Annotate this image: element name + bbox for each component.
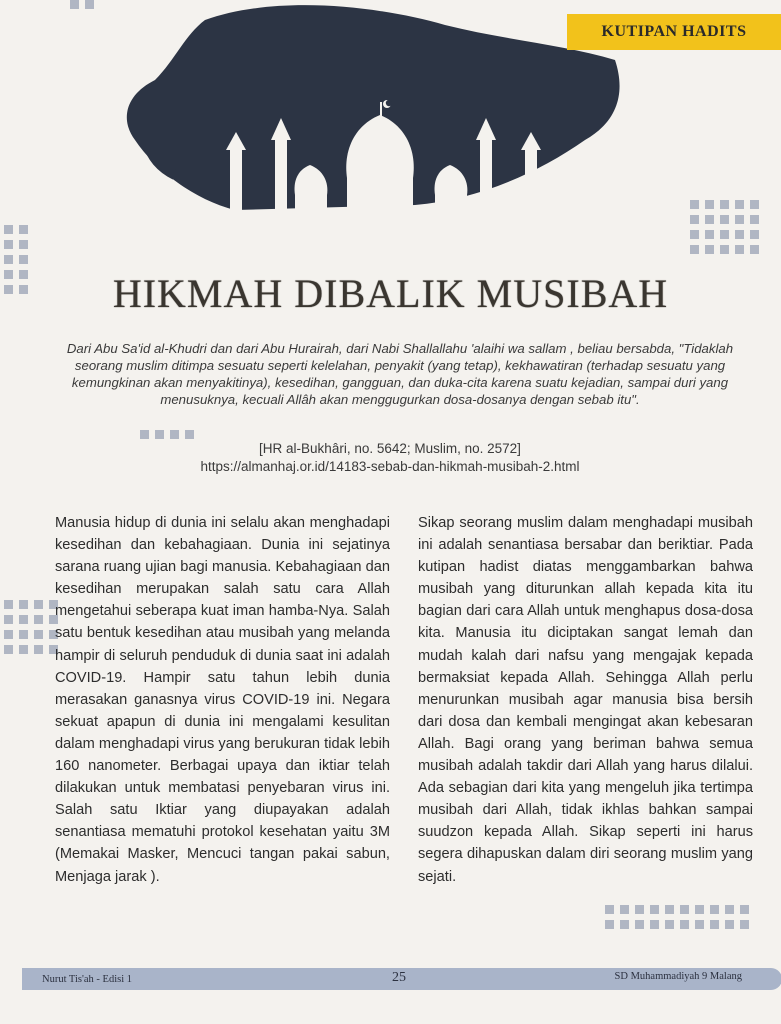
footer-publication: Nurut Tis'ah - Edisi 1 [42, 974, 132, 985]
dot-pattern-left-lower [4, 600, 58, 654]
body-column-left: Manusia hidup di dunia ini selalu akan menghadapi kesedihan dan kebahagiaan. Dunia ini sejatinya sarana ruang ujian bagi manusia. Kebahagiaan dan kesedihan merupakan salah satu cara Allah mengetahui seberapa kuat iman hamba-Nya. Salah satu bentuk kesedihan atau musibah yang melanda hampir di seluruh penduduk di dunia saat ini adalah COVID-19. Hampir satu tahun lebih dunia merasakan ganasnya virus COVID-19 ini. Negara sekuat apapun di dunia ini mengalami kesulitan dalam menghadapi virus yang berukuran tidak lebih 160 nanometer. Berbagai upaya dan iktiar telah dilakukan untuk membatasi penyebaran virus ini. Salah satu Iktiar yang diupayakan adalah senantiasa mematuhi protokol kesehatan yaitu 3M (Memakai Masker, Mencuci tangan pakai sabun, Menjaga jarak ). [55, 515, 390, 885]
dot-pattern-right [690, 200, 759, 254]
hadith-source [140, 440, 640, 476]
dot-pattern-top [70, 0, 94, 9]
footer-school: SD Muhammadiyah 9 Malang [614, 971, 742, 982]
section-banner: KUTIPAN HADITS [567, 14, 781, 50]
page-footer [22, 968, 781, 990]
dot-pattern-right-lower [605, 905, 749, 929]
source-url[interactable]: https://almanhaj.or.id/14183-sebab-dan-hikmah-musibah-2.html [200, 459, 580, 474]
dot-pattern-center [140, 430, 194, 439]
hadith-quote: Dari Abu Sa'id al-Khudri dan dari Abu Hurairah, dari Nabi Shallallahu 'alaihi wa sallam , beliau bersabda, "Tidaklah seorang muslim ditimpa sesuatu seperti kelelahan, penyakit (yang tetap), kekhawatiran (terhadap sesuatu yang kemungkinan akan menyakitinya), kesedihan, gangguan, dan duka-cita karena suatu kejadian, sampai duri yang menusuknya, kecuali Allâh akan menggugurkan dosa-dosanya dengan sebab itu". [66, 341, 734, 407]
page-number: 25 [392, 970, 406, 985]
hadith-reference: [HR al-Bukhâri, no. 5642; Muslim, no. 2572] [259, 441, 521, 456]
mosque-illustration [115, 0, 635, 240]
body-column-right: Sikap seorang muslim dalam menghadapi musibah ini adalah senantiasa bersabar dan beriktiar. Pada kutipan hadist diatas menggambarkan bahwa musibah yang diturunkan allah kepada kita itu bagian dari cara Allah untuk menghapus dosa-dosa kita. Manusia itu diciptakan sangat lemah dan mudah kalah dari nafsu yang mengajak kepada bermaksiat kepada Allah. Sehingga Allah perlu menurunkan musibah agar manusia bisa bersih dari dosa dan kembali mengingat akan kebesaran Allah. Bagi orang yang beriman bahwa semua musibah adalah takdir dari Allah yang harus dilalui. Ada sebagian dari kita yang mengeluh jika tertimpa musibah dari Allah, tidak ikhlas bahkan sampai suudzon kepada Allah. Sikap seperti ini harus segera dihapuskan dalam diri seorang muslim yang sejati. [418, 515, 753, 885]
article-title: HIKMAH DIBALIK MUSIBAH [112, 271, 669, 316]
